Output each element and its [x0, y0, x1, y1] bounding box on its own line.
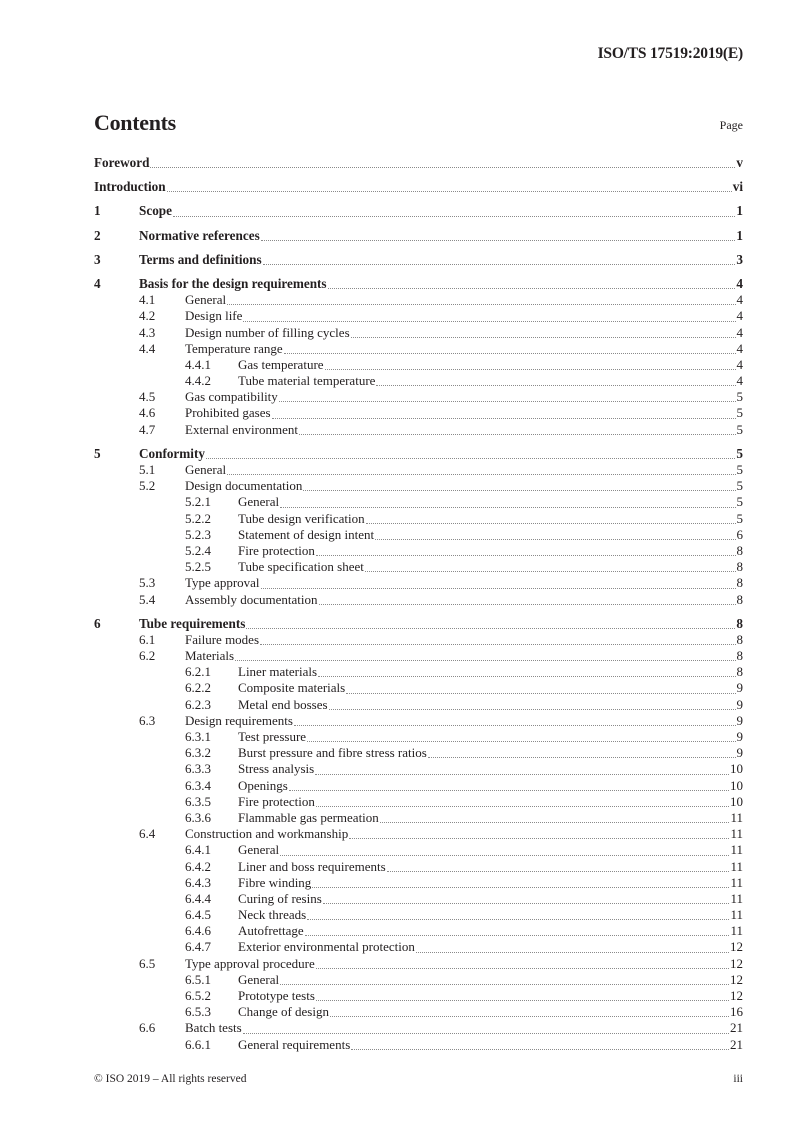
toc-entry-number: 6.3.4	[185, 777, 211, 793]
dot-leader	[315, 773, 729, 775]
toc-entry-number: 6.5.2	[185, 988, 211, 1003]
dot-leader	[351, 336, 736, 338]
toc-entry-page[interactable]: 12	[730, 988, 743, 1003]
toc-entry-number: 6.5	[139, 955, 156, 971]
toc-entry-page[interactable]: 4	[736, 373, 743, 389]
dot-leader	[307, 918, 729, 920]
toc-entry-number: 5.2.3	[185, 526, 211, 542]
dot-leader	[280, 854, 729, 856]
toc-entry-page[interactable]: 3	[736, 251, 743, 267]
toc-entry[interactable]	[94, 842, 743, 858]
toc-entry-title[interactable]: Batch tests	[185, 1020, 242, 1036]
toc-entry-title[interactable]: Metal end bosses	[238, 696, 328, 712]
toc-entry[interactable]	[94, 155, 743, 171]
toc-entry[interactable]	[94, 875, 743, 891]
dot-leader	[305, 934, 730, 936]
toc-entry-title[interactable]: General	[238, 842, 280, 858]
toc-entry-title[interactable]: Design number of filling cycles	[185, 324, 350, 340]
dot-leader	[316, 999, 729, 1001]
toc-entry-page[interactable]: 21	[730, 1020, 743, 1036]
toc-entry[interactable]	[94, 1037, 743, 1053]
toc-entry[interactable]	[94, 729, 743, 745]
dot-leader	[227, 303, 735, 305]
toc-entry-number: 6.3.1	[185, 729, 211, 744]
toc-entry-title[interactable]: Normative references	[139, 227, 260, 243]
toc-entry-number: 6.3.3	[185, 761, 211, 777]
toc-entry[interactable]	[94, 203, 743, 219]
toc-entry-number: 1	[94, 203, 101, 219]
toc-entry-title[interactable]: Terms and definitions	[139, 251, 262, 267]
toc-entry[interactable]	[94, 462, 743, 478]
toc-entry-title[interactable]: Foreword	[94, 155, 150, 170]
toc-entry-number: 5.1	[139, 462, 156, 477]
page-title: Contents	[94, 110, 176, 135]
toc-entry-number: 5.2.4	[185, 542, 211, 558]
toc-entry-number: 6.3.6	[185, 809, 211, 825]
toc-entry-number: 6.4.2	[185, 858, 211, 874]
toc-entry-number: 6.1	[139, 631, 156, 647]
dot-leader	[243, 320, 735, 322]
toc-entry-title[interactable]: Tube requirements	[139, 615, 246, 631]
toc-entry-page[interactable]: 10	[730, 761, 743, 777]
toc-entry-title[interactable]: Fire protection	[238, 793, 315, 809]
toc-entry-number: 4.4.1	[185, 356, 211, 372]
dot-leader	[246, 627, 735, 629]
toc-entry-page[interactable]: 4	[736, 292, 743, 308]
page-number: iii	[733, 1073, 743, 1085]
dot-leader	[365, 570, 736, 572]
toc-entry[interactable]	[94, 664, 743, 680]
toc-entry-number: 2	[94, 227, 101, 243]
toc-entry-page[interactable]: 11	[730, 923, 743, 939]
toc-entry[interactable]	[94, 826, 743, 842]
toc-entry-number: 5	[94, 445, 101, 461]
toc-entry[interactable]	[94, 478, 743, 494]
toc-entry[interactable]	[94, 778, 743, 794]
dot-leader	[261, 587, 736, 589]
dot-leader	[263, 263, 736, 265]
dot-leader	[299, 433, 736, 435]
dot-leader	[235, 659, 735, 661]
toc-entry-number: 6.2.2	[185, 680, 211, 696]
toc-entry-number: 6.5.3	[185, 1004, 211, 1020]
toc-entry-title[interactable]: Neck threads	[238, 907, 307, 923]
toc-entry-title[interactable]: Test pressure	[238, 729, 307, 744]
dot-leader	[376, 384, 735, 386]
dot-leader	[349, 837, 729, 839]
toc-entry[interactable]	[94, 389, 743, 405]
dot-leader	[387, 870, 730, 872]
toc-entry[interactable]	[94, 794, 743, 810]
toc-entry-page[interactable]: 5	[736, 494, 743, 510]
toc-entry-title[interactable]: Liner materials	[238, 664, 318, 680]
toc-entry-title[interactable]: Fire protection	[238, 542, 315, 558]
dot-leader	[366, 522, 736, 524]
toc-entry-number: 6.6.1	[185, 1036, 211, 1052]
toc-entry-page[interactable]: 4	[736, 356, 743, 372]
toc-entry-title[interactable]: Construction and workmanship	[185, 826, 349, 842]
dot-leader	[328, 287, 736, 289]
toc-entry-page[interactable]: 1	[736, 227, 743, 243]
toc-entry[interactable]	[94, 616, 743, 632]
dot-leader	[294, 724, 736, 726]
dot-leader	[318, 675, 735, 677]
toc-entry-page[interactable]: 11	[730, 858, 743, 874]
toc-entry-page[interactable]: 8	[736, 664, 743, 680]
toc-entry[interactable]	[94, 341, 743, 357]
toc-entry[interactable]	[94, 575, 743, 591]
dot-leader	[173, 215, 735, 217]
toc-entry-number: 4.7	[139, 421, 156, 437]
dot-leader	[375, 538, 735, 540]
toc-entry-title[interactable]: Openings	[238, 777, 288, 793]
toc-entry[interactable]	[94, 543, 743, 559]
dot-leader	[325, 368, 736, 370]
toc-entry-number: 4.1	[139, 292, 156, 308]
dot-leader	[330, 1015, 729, 1017]
dot-leader	[279, 400, 736, 402]
dot-leader	[323, 902, 730, 904]
dot-leader	[316, 805, 729, 807]
dot-leader	[280, 506, 735, 508]
toc-entry-page[interactable]: 11	[730, 907, 743, 923]
copyright-notice: © ISO 2019 – All rights reserved	[94, 1073, 247, 1085]
toc-entry[interactable]	[94, 939, 743, 955]
toc-entry-page[interactable]: 12	[730, 955, 743, 971]
toc-entry-title[interactable]: General	[185, 462, 227, 477]
toc-entry-title[interactable]: Statement of design intent	[238, 526, 375, 542]
dot-leader	[307, 740, 735, 742]
toc-entry-page[interactable]: 11	[730, 809, 743, 825]
toc-entry-number: 6.4	[139, 826, 156, 842]
toc-entry[interactable]	[94, 357, 743, 373]
dot-leader	[319, 603, 736, 605]
toc-entry-page[interactable]: 11	[730, 874, 743, 890]
toc-entry-title[interactable]: Design life	[185, 308, 243, 324]
toc-entry-page[interactable]: 11	[730, 826, 743, 842]
toc-entry[interactable]	[94, 988, 743, 1004]
toc-entry-page[interactable]: 6	[736, 526, 743, 542]
toc-entry[interactable]	[94, 859, 743, 875]
toc-entry[interactable]	[94, 373, 743, 389]
toc-entry-number: 4.6	[139, 405, 156, 421]
toc-entry[interactable]	[94, 511, 743, 527]
toc-entry-number: 6.4.5	[185, 907, 211, 923]
toc-entry-page[interactable]: 8	[736, 648, 743, 664]
toc-entry[interactable]	[94, 228, 743, 244]
toc-entry-number: 6.2	[139, 648, 156, 664]
toc-entry-title[interactable]: Assembly documentation	[185, 591, 318, 607]
toc-entry[interactable]	[94, 761, 743, 777]
toc-entry-number: 3	[94, 251, 101, 267]
dot-leader	[272, 417, 736, 419]
toc-entry[interactable]	[94, 891, 743, 907]
dot-leader	[312, 886, 729, 888]
toc-entry[interactable]	[94, 422, 743, 438]
toc-entry[interactable]	[94, 292, 743, 308]
toc-entry-page[interactable]: 9	[736, 712, 743, 728]
toc-entry-title[interactable]: Curing of resins	[238, 890, 322, 906]
toc-entry[interactable]	[94, 559, 743, 575]
toc-entry-title[interactable]: Tube specification sheet	[238, 559, 364, 575]
toc-entry-title[interactable]: Prototype tests	[238, 988, 315, 1003]
document-code: ISO/TS 17519:2019(E)	[597, 45, 743, 62]
toc-entry-number: 6.5.1	[185, 971, 211, 987]
toc-entry-number: 6.4.4	[185, 890, 211, 906]
toc-entry[interactable]	[94, 494, 743, 510]
dot-leader	[303, 489, 735, 491]
dot-leader	[289, 789, 729, 791]
toc-entry-page[interactable]: 4	[736, 324, 743, 340]
toc-entry[interactable]	[94, 632, 743, 648]
toc-entry[interactable]	[94, 745, 743, 761]
toc-entry-number: 6	[94, 615, 101, 631]
toc-entry-page[interactable]: 4	[736, 308, 743, 324]
toc-entry-page[interactable]: 5	[736, 462, 743, 477]
toc-entry-number: 4.2	[139, 308, 156, 324]
dot-leader	[329, 708, 736, 710]
dot-leader	[150, 166, 735, 168]
toc-entry[interactable]	[94, 527, 743, 543]
toc-entry[interactable]	[94, 179, 743, 195]
toc-entry-number: 5.4	[139, 591, 156, 607]
toc-entry[interactable]	[94, 405, 743, 421]
dot-leader	[416, 951, 729, 953]
toc-entry-title[interactable]: Failure modes	[185, 631, 260, 647]
toc-entry[interactable]	[94, 907, 743, 923]
toc-entry-title[interactable]: Flammable gas permeation	[238, 809, 379, 825]
toc-entry-number: 6.2.1	[185, 664, 211, 680]
toc-entry-page[interactable]: 10	[730, 777, 743, 793]
toc-entry[interactable]	[94, 713, 743, 729]
toc-entry-number: 5.2.2	[185, 510, 211, 526]
toc-entry-title[interactable]: Tube design verification	[238, 510, 365, 526]
toc-entry-page[interactable]: 11	[730, 890, 743, 906]
toc-entry-title[interactable]: Burst pressure and fibre stress ratios	[238, 745, 427, 761]
toc-entry-page[interactable]: 5	[736, 421, 743, 437]
toc-entry-number: 4	[94, 275, 101, 291]
toc-entry-page[interactable]: 8	[736, 631, 743, 647]
toc-entry-page[interactable]: 8	[736, 542, 743, 558]
toc-entry-title[interactable]: Temperature range	[185, 340, 283, 356]
toc-entry-title[interactable]: Liner and boss requirements	[238, 858, 386, 874]
dot-leader	[380, 821, 730, 823]
toc-entry-number: 6.4.3	[185, 874, 211, 890]
toc-entry[interactable]	[94, 325, 743, 341]
toc-entry-number: 5.2.5	[185, 559, 211, 575]
toc-entry-page[interactable]: v	[736, 155, 743, 170]
toc-entry-page[interactable]: 12	[730, 971, 743, 987]
toc-entry-title[interactable]: Change of design	[238, 1004, 329, 1020]
toc-entry-page[interactable]: 4	[736, 340, 743, 356]
toc-entry-title[interactable]: Materials	[185, 648, 235, 664]
toc-entry-title[interactable]: Conformity	[139, 445, 205, 461]
toc-entry-page[interactable]: 16	[730, 1004, 743, 1020]
toc-entry-title[interactable]: Type approval	[185, 575, 260, 591]
toc-entry[interactable]	[94, 648, 743, 664]
toc-entry-page[interactable]: 5	[736, 389, 743, 405]
toc-entry-page[interactable]: 5	[736, 510, 743, 526]
toc-entry[interactable]	[94, 1004, 743, 1020]
toc-entry[interactable]	[94, 446, 743, 462]
toc-entry-title[interactable]: Gas temperature	[238, 356, 324, 372]
toc-entry[interactable]	[94, 956, 743, 972]
toc-entry-page[interactable]: 1	[736, 203, 743, 219]
toc-entry-title[interactable]: Autofrettage	[238, 923, 304, 939]
toc-entry-page[interactable]: 9	[736, 745, 743, 761]
toc-entry-number: 4.5	[139, 389, 156, 405]
toc-entry-title[interactable]: Exterior environmental protection	[238, 939, 415, 955]
toc-entry-number: 4.3	[139, 324, 156, 340]
dot-leader	[280, 983, 729, 985]
toc-entry[interactable]	[94, 252, 743, 268]
toc-entry-number: 6.2.3	[185, 696, 211, 712]
toc-entry-page[interactable]: 8	[736, 591, 743, 607]
toc-entry-page[interactable]: 9	[736, 696, 743, 712]
toc-entry-number: 6.3.2	[185, 745, 211, 761]
dot-leader	[227, 473, 735, 475]
toc-entry-number: 4.4.2	[185, 373, 211, 389]
dot-leader	[316, 554, 736, 556]
toc-entry-page[interactable]: 21	[730, 1036, 743, 1052]
toc-entry-number: 6.4.7	[185, 939, 211, 955]
toc-entry[interactable]	[94, 308, 743, 324]
dot-leader	[284, 352, 736, 354]
toc-entry-page[interactable]: 8	[736, 575, 743, 591]
dot-leader	[167, 190, 732, 192]
page-column-label: Page	[719, 118, 743, 132]
toc-entry-number: 6.3	[139, 712, 156, 728]
toc-entry[interactable]	[94, 972, 743, 988]
toc-entry-page[interactable]: 10	[730, 793, 743, 809]
dot-leader	[260, 643, 735, 645]
toc-entry-title[interactable]: Scope	[139, 203, 172, 219]
toc-entry-number: 6.6	[139, 1020, 156, 1036]
toc-entry-title[interactable]: External environment	[185, 421, 298, 437]
toc-entry[interactable]	[94, 680, 743, 696]
toc-entry-title[interactable]: Basis for the design requirements	[139, 275, 327, 291]
toc-entry-number: 5.2.1	[185, 494, 211, 510]
toc-entry-title[interactable]: Stress analysis	[238, 761, 315, 777]
toc-entry-number: 6.4.6	[185, 923, 211, 939]
toc-entry-page[interactable]: 8	[736, 615, 743, 631]
dot-leader	[261, 239, 736, 241]
toc-entry-page[interactable]: 4	[736, 275, 743, 291]
toc-entry-page[interactable]: 12	[730, 939, 743, 955]
toc-entry-title[interactable]: General	[238, 971, 280, 987]
dot-leader	[316, 967, 729, 969]
dot-leader	[351, 1048, 729, 1050]
toc-entry[interactable]	[94, 810, 743, 826]
toc-entry-page[interactable]: 11	[730, 842, 743, 858]
dot-leader	[428, 756, 736, 758]
toc-entry[interactable]	[94, 592, 743, 608]
toc-entry-page[interactable]: 5	[736, 405, 743, 421]
toc-entry-page[interactable]: 5	[736, 478, 743, 494]
toc-entry-title[interactable]: Introduction	[94, 179, 166, 195]
toc-entry-number: 6.4.1	[185, 842, 211, 858]
toc-entry-page[interactable]: 8	[736, 559, 743, 575]
toc-entry-title[interactable]: General	[238, 494, 280, 510]
toc-entry-title[interactable]: Prohibited gases	[185, 405, 271, 421]
dot-leader	[206, 457, 735, 459]
toc-entry-title[interactable]: General	[185, 292, 227, 308]
toc-entry-number: 5.3	[139, 575, 156, 591]
toc-entry-page[interactable]: 9	[736, 680, 743, 696]
toc-entry[interactable]	[94, 276, 743, 292]
toc-entry-number: 4.4	[139, 340, 156, 356]
toc-entry-number: 5.2	[139, 478, 156, 494]
dot-leader	[346, 692, 735, 694]
dot-leader	[243, 1032, 729, 1034]
toc-entry-title[interactable]: Design documentation	[185, 478, 303, 494]
toc-entry-page[interactable]: vi	[732, 179, 743, 195]
toc-entry[interactable]	[94, 1020, 743, 1036]
toc-entry-page[interactable]: 5	[736, 445, 743, 461]
toc-entry-title[interactable]: Tube material temperature	[238, 373, 376, 389]
toc-entry[interactable]	[94, 697, 743, 713]
toc-entry-title[interactable]: Fibre winding	[238, 874, 312, 890]
toc-entry-title[interactable]: Design requirements	[185, 712, 293, 728]
toc-entry-page[interactable]: 9	[736, 729, 743, 744]
toc-entry-title[interactable]: General requirements	[238, 1036, 351, 1052]
toc-entry-title[interactable]: Gas compatibility	[185, 389, 278, 405]
table-of-contents	[94, 155, 743, 1053]
toc-entry-title[interactable]: Type approval procedure	[185, 955, 315, 971]
toc-entry-number: 6.3.5	[185, 793, 211, 809]
toc-entry-title[interactable]: Composite materials	[238, 680, 346, 696]
toc-entry[interactable]	[94, 923, 743, 939]
